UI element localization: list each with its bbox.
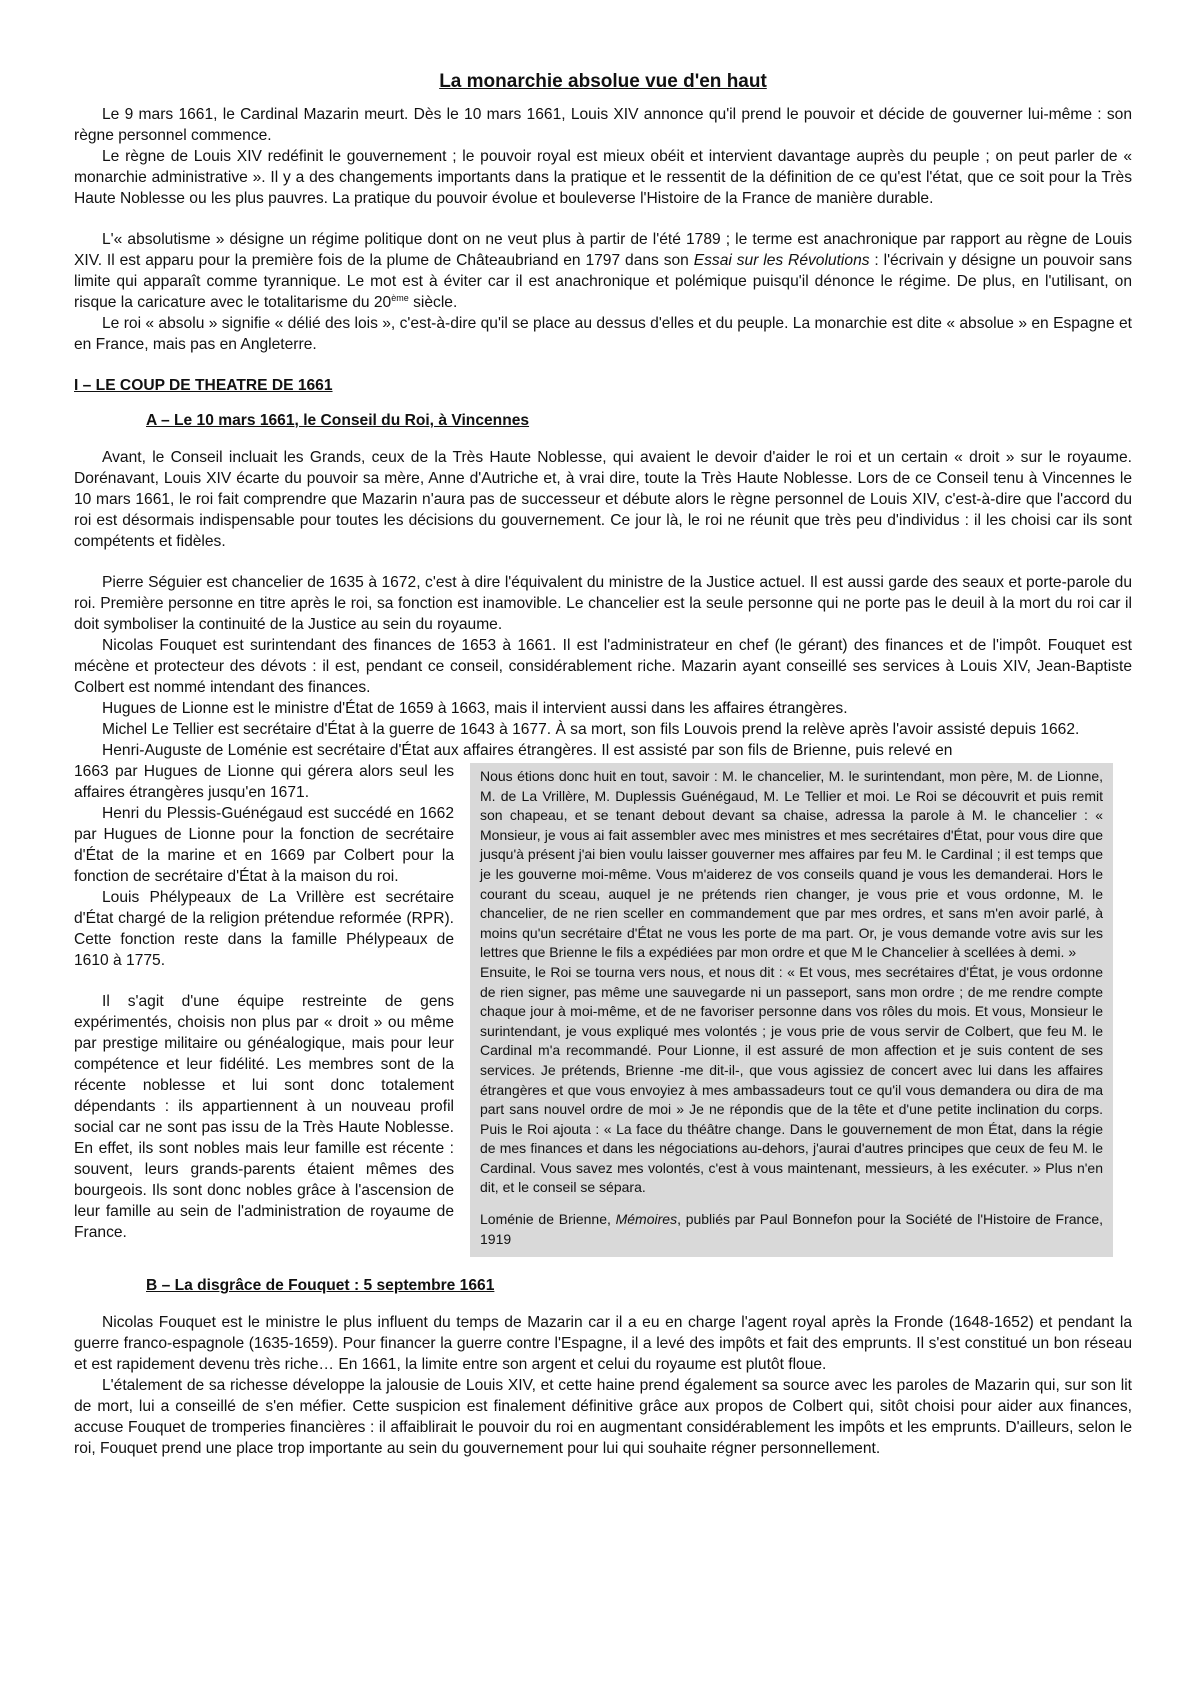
section-1a-paragraph-lomenie: Henri-Auguste de Loménie est secrétaire d'État aux affaires étrangères. Il est assisté par son fils de Brienne, puis relevé en [102, 742, 953, 759]
section-1a-heading: A – Le 10 mars 1661, le Conseil du Roi, à Vincennes [146, 412, 530, 429]
section-1a-paragraph-fouquet: Nicolas Fouquet est surintendant des finances de 1653 à 1661. Il est l'administrateur en chef (le gérant) des finances et de l'impôt. Fouquet est mécène et protecteur des dévots : il est, pendant ce conseil, considérablement riche. Mazarin ayant conseillé ses services à Louis XIV, Jean-Baptiste Colbert est nommé intendant des finances. [74, 637, 1132, 696]
section-1-heading: I – LE COUP DE THEATRE DE 1661 [74, 377, 333, 394]
quote-paragraph-2: Ensuite, le Roi se tourna vers nous, et nous dit : « Et vous, mes secrétaires d'État, je vous ordonne de rien signer, pas même une sauvegarde ni un passeport, sans mon ordre ; de me rendre compte chaque jour à moi-même, et de ne favoriser personne dans vos rôles du mois. Et vous, Monsieur le surintendant, je vous expliqué mes volontés ; je vous prie de vous servir de Colbert, que feu M. le Cardinal m'a recommandé. Pour Lionne, il est assuré de mon affection et je suis content de ses services. Je prétends, Brienne -me dit-il-, que vous agissiez de concert avec lui dans les affaires étrangères et que vous envoyiez à mes ambassadeurs tout ce qu'il vous demandera ou dira de ma part sans nouvel ordre de moi » Je ne répondis que de la tête et d'une petite inclination du corps. Puis le Roi ajouta : « La face du théâtre change. Dans le gouvernement de mon État, dans la régie de mes finances et dans les négociations au-dehors, j'aurai d'autres principes que ceux de feu M. le Cardinal. Vous savez mes volontés, c'est à vous maintenant, messieurs, à les exécuter. » Plus n'en dit, et le conseil se sépara. [480, 963, 1103, 1196]
century-superscript: ème [391, 292, 409, 303]
section-1a-paragraph-lionne: Hugues de Lionne est le ministre d'État de 1659 à 1663, mais il intervient aussi dans les affaires étrangères. [102, 700, 848, 717]
section-1b-paragraph-1: Nicolas Fouquet est le ministre le plus influent du temps de Mazarin car il a eu en charge l'agent royal après la Fronde (1648-1652) et pendant la guerre franco-espagnole (1635-1659). Pour financer la guerre contre l'Espagne, il a levé des impôts et fait des emprunts. Il s'est constitué un bon réseau et est rapidement devenu très riche… En 1661, la limite entre son argent et celui du royaume est plutôt floue. [74, 1314, 1132, 1374]
left-column [74, 761, 454, 1243]
intro-p3-text-c: siècle. [408, 294, 458, 311]
citation-work-title: Mémoires [615, 1211, 678, 1228]
paragraph-gap [74, 552, 1132, 572]
intro-p3-text-b: : l'écrivain y désigne un pouvoir sans limite qui apparaît comme tyrannique. Le mot est à éviter car il est anachronique et polémique puisqu'il dénonce le régime. De plus, en l'utilisant, on risque la caricature avec le totalitarisme du 20 [74, 252, 1132, 311]
intro-paragraph-2: Le règne de Louis XIV redéfinit le gouvernement ; le pouvoir royal est mieux obéit et intervient davantage auprès du peuple ; on peut parler de « monarchie administrative ». Il y a des changements importants dans la pratique et le ressentit de la définition de ce qu'est l'état, que ce soit pour la Très Haute Noblesse ou les plus pauvres. La pratique du pouvoir évolue et bouleverse l'Histoire de la France de manière durable. [74, 148, 1132, 207]
paragraph-phelypeaux: Louis Phélypeaux de La Vrillère est secrétaire d'État chargé de la religion prétendue reformée (RPR). Cette fonction reste dans la famille Phélypeaux de 1610 à 1775. [74, 889, 454, 969]
intro-p3-text-a: L'« absolutisme » désigne un régime politique dont on ne veut plus à partir de l'été 1789 ; le terme est anachronique par rapport au règne de Louis XIV. Il est apparu pour la première fois de la plume de Châteaubriand en 1797 dans son [74, 231, 1132, 269]
page-title: La monarchie absolue vue d'en haut [439, 71, 767, 92]
paragraph-gap [74, 971, 454, 991]
citation-author: Loménie de Brienne, [480, 1211, 616, 1228]
quote-paragraph-1: Nous étions donc huit en tout, savoir : M. le chancelier, M. le surintendant, mon père, M. de Lionne, M. de La Vrillère, M. Duplessis Guénégaud, M. Le Tellier et moi. Le Roi se découvrit et puis remit son chapeau, et se tenant debout devant sa chaise, adressa la parole à M. le chancelier : « Monsieur, je vous ai fait assembler avec mes ministres et mes secrétaires d'État, pour vous dire que jusqu'à présent j'ai bien voulu laisser gouverner mes affaires par feu M. le Cardinal ; il est temps que je les gouverne moi-même. Vous m'aiderez de vos conseils quand je vous les demanderai. Hors le courant du sceau, auquel je ne prétends rien changer, je vous prie et vous ordonne, M. le chancelier, de ne rien sceller en commandement que par mes ordres, et sans m'en avoir parlé, à moins qu'un secrétaire d'État ne vous les porte de ma part. Or, je vous demande votre avis sur les lettres que Brienne le fils a expédiées par mon ordre et que M le Chancelier à scellées à demi. » [480, 768, 1103, 961]
paragraph-equipe: Il s'agit d'une équipe restreinte de gens expérimentés, choisis non plus par « droit » ou même par prestige militaire ou généalogique, mais pour leur compétence et leur fidélité. Les membres sont de la récente noblesse et lui sont donc totalement dépendants : ils appartiennent à un nouveau profil social car ne sont pas issu de la Très Haute Noblesse. En effet, ils sont nobles mais leur famille est récente : souvent, leurs grands-parents étaient mêmes des bourgeois. Ils sont donc nobles grâce à l'ascension de leur famille au sein de l'administration de royaume de France. [74, 993, 454, 1241]
quote-citation [480, 1210, 1103, 1249]
section-1b-paragraph-2: L'étalement de sa richesse développe la jalousie de Louis XIV, et cette haine prend également sa source avec les paroles de Mazarin qui, sur son lit de mort, lui a conseillé de s'en méfier. Cette suspicion est finalement définitive grâce aux propos de Colbert qui, sitôt choisi pour aider aux finances, accuse Fouquet de tromperies financières : il affaiblirait le pouvoir du roi en augmentant considérablement les impôts et les emprunts. D'ailleurs, selon le roi, Fouquet prend une place trop importante au sein du gouvernement pour lui qui souhaite régner personnellement. [74, 1377, 1132, 1458]
intro-paragraph-1: Le 9 mars 1661, le Cardinal Mazarin meurt. Dès le 10 mars 1661, Louis XIV annonce qu'il prend le pouvoir et décide de gouverner lui-même : son règne personnel commence. [74, 106, 1132, 144]
document-body [74, 70, 1132, 1459]
section-1a-paragraph-1: Avant, le Conseil incluait les Grands, ceux de la Très Haute Noblesse, qui avaient le devoir d'aider le roi et un certain « droit » sur le royaume. Dorénavant, Louis XIV écarte du pouvoir sa mère, Anne d'Autriche et, à vrai dire, toute la Très Haute Noblesse. Lors de ce Conseil tenu à Vincennes le 10 mars 1661, le roi fait comprendre que Mazarin n'aura pas de successeur et débute alors le règne personnel de Louis XIV, c'est-à-dire que l'accord du roi est désormais indispensable pour toutes les décisions du gouvernement. Ce jour là, le roi ne réunit que très peu d'individus : il les choisi car ils sont compétents et fidèles. [74, 449, 1132, 550]
section-1b-heading: B – La disgrâce de Fouquet : 5 septembre 1661 [146, 1277, 495, 1295]
section-1a-paragraph-seguier: Pierre Séguier est chancelier de 1635 à 1672, c'est à dire l'équivalent du ministre de la Justice actuel. Il est aussi garde des seaux et porte-parole du roi. Première personne en titre après le roi, sa fonction est inamovible. Le chancelier est la seule personne qui ne porte pas le deuil à la mort du roi car il doit symboliser la continuité de la Justice au sein du royaume. [74, 574, 1132, 633]
book-title-essai: Essai sur les Révolutions [693, 252, 870, 269]
citation-publisher: , publiés par Paul Bonnefon pour la Société de l'Histoire de France, 1919 [480, 1211, 1103, 1247]
quote-box [470, 763, 1113, 1257]
section-1a-paragraph-tellier: Michel Le Tellier est secrétaire d'État à la guerre de 1643 à 1677. À sa mort, son fils Louvois prend la relève après l'avoir assisté depuis 1662. [102, 721, 1080, 738]
intro-paragraph-4: Le roi « absolu » signifie « délié des lois », c'est-à-dire qu'il se place au dessus d'elles et du peuple. La monarchie est dite « absolue » en Espagne et en France, mais pas en Angleterre. [74, 315, 1132, 353]
paragraph-gap [74, 209, 1132, 229]
lomenie-continuation: 1663 par Hugues de Lionne qui gérera alors seul les affaires étrangères jusqu'en 1671. [74, 763, 454, 801]
paragraph-guenegaud: Henri du Plessis-Guénégaud est succédé en 1662 par Hugues de Lionne pour la fonction de secrétaire d'État de la marine et en 1669 par Colbert pour la fonction de secrétaire d'État à la maison du roi. [74, 805, 454, 885]
intro-paragraph-3 [74, 229, 1132, 313]
two-column-block [74, 761, 1132, 1257]
